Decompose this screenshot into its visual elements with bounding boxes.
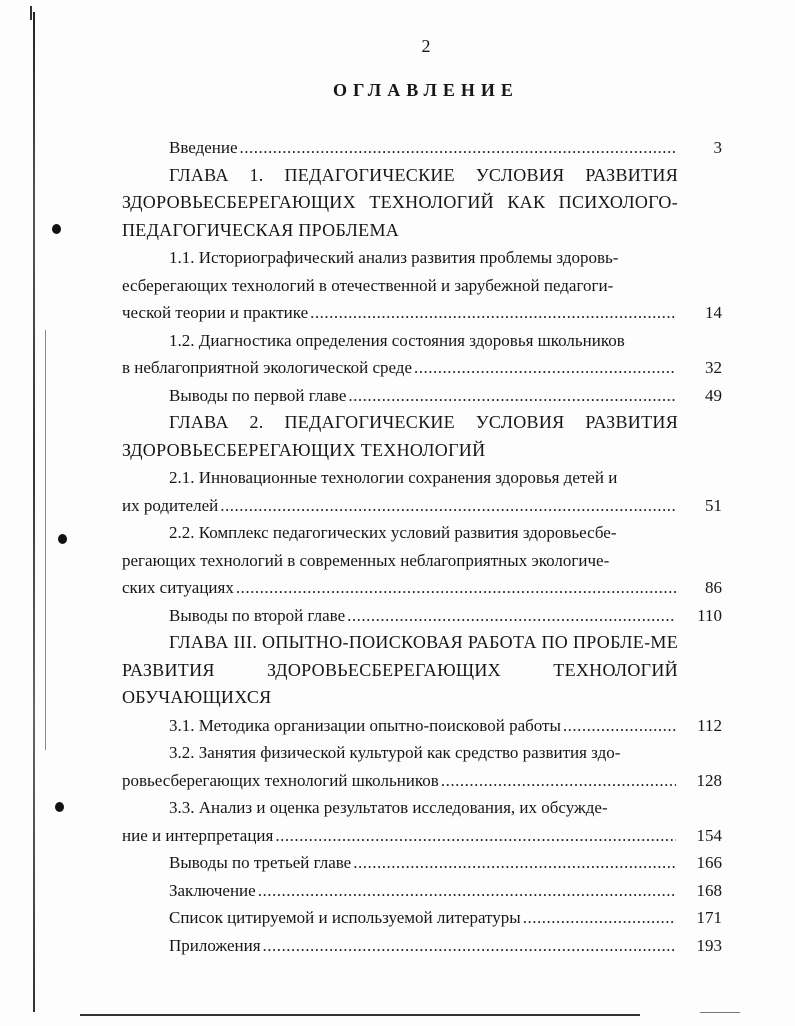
toc-entry-3-3[interactable]: 3.3. Анализ и оценка результатов исследования, их обсужде- ние и интерпретация ..... 154: [122, 794, 678, 849]
toc-entry-conclusions-3[interactable]: Выводы по третьей главе ..... 166: [122, 849, 678, 877]
page-ref: 168: [696, 880, 722, 900]
scan-binding-edge-inner: [45, 330, 46, 750]
page-ref: 86: [705, 578, 722, 597]
toc-entry-2-2[interactable]: 2.2. Комплекс педагогических условий развития здоровьесбе- регающих технологий в современных неблагоприятных экологиче- ских ситуациях ..... 86: [122, 519, 678, 602]
scan-binding-edge: [33, 12, 35, 1012]
scan-bottom-dash: [700, 1012, 740, 1013]
page-ref: 14: [705, 303, 722, 322]
page-ref: 32: [705, 358, 722, 377]
page-number: 2: [421, 36, 431, 56]
punch-hole-mark: [52, 224, 61, 234]
toc-entry-2-1[interactable]: 2.1. Инновационные технологии сохранения здоровья детей и их родителей ..... 51: [122, 464, 678, 519]
toc-entry-appendix[interactable]: Приложения ..... 193: [122, 932, 678, 960]
page-ref: 154: [696, 825, 722, 845]
scan-bottom-edge: [80, 1014, 640, 1016]
page-ref: 3: [713, 138, 722, 157]
page-ref: 193: [696, 935, 722, 955]
page-ref: 166: [696, 853, 722, 872]
toc-chapter-3[interactable]: ГЛАВА III. ОПЫТНО-ПОИСКОВАЯ РАБОТА ПО ПРОБЛЕ-МЕ РАЗВИТИЯ ЗДОРОВЬЕСБЕРЕГАЮЩИХ ТЕХНОЛОГИЙ ОБУЧАЮЩИХСЯ: [122, 632, 678, 707]
toc-chapter-1[interactable]: ГЛАВА 1. ПЕДАГОГИЧЕСКИЕ УСЛОВИЯ РАЗВИТИЯ ЗДОРОВЬЕСБЕРЕГАЮЩИХ ТЕХНОЛОГИЙ КАК ПСИХОЛОГО-ПЕДАГОГИЧЕСКАЯ ПРОБЛЕМА: [122, 164, 678, 240]
page-title: ОГЛАВЛЕНИЕ: [333, 80, 519, 100]
table-of-contents: [122, 134, 722, 959]
page-ref: 51: [705, 495, 722, 515]
toc-entry-3-2[interactable]: 3.2. Занятия физической культурой как средство развития здо- ровьесберегающих технологий школьников ..... 128: [122, 739, 678, 794]
toc-entry-references[interactable]: Список цитируемой и используемой литературы ..... 171: [122, 904, 678, 932]
toc-entry-1-2[interactable]: 1.2. Диагностика определения состояния здоровья школьников в неблагоприятной экологической среде ..... 32: [122, 327, 678, 382]
page-ref: 110: [697, 605, 722, 625]
punch-hole-mark: [58, 534, 67, 544]
toc-entry-intro[interactable]: Введение ..... 3: [122, 134, 678, 162]
page-ref: 128: [696, 770, 722, 790]
punch-hole-mark: [55, 802, 64, 812]
toc-entry-conclusion[interactable]: Заключение ..... 168: [122, 877, 678, 905]
toc-entry-1-1[interactable]: 1.1. Историографический анализ развития проблемы здоровь- есберегающих технологий в отечественной и зарубежной педагоги- ческой теории и практике ..... 14: [122, 244, 678, 327]
page-ref: 112: [697, 715, 722, 735]
page-ref: 171: [696, 908, 722, 927]
scan-corner-mark: [30, 6, 40, 20]
page-ref: 49: [705, 385, 722, 405]
toc-entry-conclusions-1[interactable]: Выводы по первой главе ..... 49: [122, 382, 678, 410]
toc-chapter-2[interactable]: ГЛАВА 2. ПЕДАГОГИЧЕСКИЕ УСЛОВИЯ РАЗВИТИЯ ЗДОРОВЬЕСБЕРЕГАЮЩИХ ТЕХНОЛОГИЙ: [122, 412, 678, 460]
toc-entry-conclusions-2[interactable]: Выводы по второй главе ..... 110: [122, 602, 678, 630]
toc-entry-3-1[interactable]: 3.1. Методика организации опытно-поисковой работы ..... 112: [122, 712, 678, 740]
